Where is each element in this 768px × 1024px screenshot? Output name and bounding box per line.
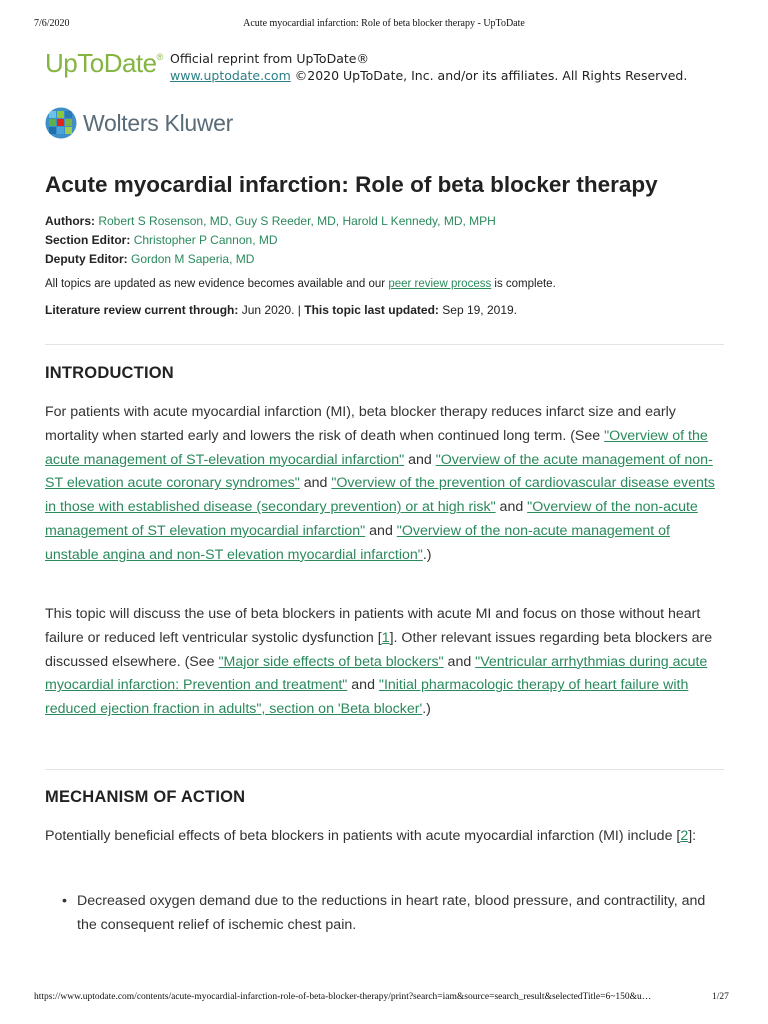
- paragraph-end: .): [422, 546, 432, 563]
- link-heart-failure-therapy[interactable]: "Initial pharmacologic therapy of heart failure with reduced ejection fraction in adults", section on 'Beta blocker': [45, 677, 689, 718]
- link-side-effects-beta-blockers[interactable]: "Major side effects of beta blockers": [218, 653, 444, 670]
- paragraph-end: ]:: [688, 828, 697, 844]
- paragraph-text: Potentially beneficial effects of beta blockers in patients with acute myocardial infarction (MI) include [: [45, 828, 681, 844]
- wolters-kluwer-logo: [45, 106, 233, 140]
- list-item-text: Decreased oxygen demand due to the reductions in heart rate, blood pressure, and contractility, and the consequent relief of ischemic chest pain.: [77, 893, 706, 933]
- link-prevention-cvd-events[interactable]: "Overview of the prevention of cardiovascular disease events in those with established disease (secondary prevention) or at high risk": [45, 475, 715, 516]
- deputy-editor-link[interactable]: Gordon M Saperia, MD: [131, 252, 255, 266]
- authors-row: [45, 212, 496, 231]
- introduction-paragraph-1: [45, 401, 727, 568]
- paragraph-text: For patients with acute myocardial infarction (MI), beta blocker therapy reduces infarct size and early mortality when started early and lowers the risk of death when continued long term. (See: [45, 404, 676, 444]
- publisher-name: Wolters Kluwer: [83, 109, 234, 136]
- section-editor-row: [45, 231, 496, 250]
- introduction-heading: INTRODUCTION: [45, 364, 174, 382]
- wolters-kluwer-globe-icon: [45, 107, 77, 139]
- paragraph-end: .): [422, 701, 431, 718]
- link-non-acute-management-unstable-angina[interactable]: "Overview of the non-acute management of unstable angina and non-ST elevation myocardial infarction": [45, 522, 670, 563]
- section-editor-link[interactable]: Christopher P Cannon, MD: [133, 233, 278, 247]
- bullet-mark: •: [62, 893, 67, 909]
- copyright-text: ©2020 UpToDate, Inc. and/or its affiliates. All Rights Reserved.: [294, 68, 688, 83]
- last-updated-date: Sep 19, 2019.: [442, 303, 517, 317]
- reference-link-2[interactable]: 2: [680, 828, 689, 844]
- copyright-line: [170, 67, 687, 84]
- authors-links[interactable]: Robert S Rosenson, MD, Guy S Reeder, MD, Harold L Kennedy, MD, MPH: [98, 214, 496, 228]
- connector-text: and: [299, 475, 332, 492]
- paragraph-text: ]. Other relevant issues regarding beta blockers are discussed elsewhere. (See: [45, 629, 713, 670]
- print-header: [0, 14, 768, 30]
- link-ventricular-arrhythmias[interactable]: "Ventricular arrhythmias during acute myocardial infarction: Prevention and treatment": [45, 653, 708, 694]
- last-updated-label: This topic last updated:: [304, 303, 439, 317]
- link-non-acute-management-stemi[interactable]: "Overview of the non-acute management of ST elevation myocardial infarction": [45, 499, 698, 539]
- section-editor-label: Section Editor:: [45, 233, 131, 247]
- date-separator: |: [297, 303, 301, 317]
- deputy-editor-label: Deputy Editor:: [45, 252, 128, 266]
- update-note-end: is complete.: [491, 278, 556, 290]
- connector-text: and: [347, 677, 379, 694]
- mechanism-heading: MECHANISM OF ACTION: [45, 788, 246, 806]
- mechanism-paragraph-1: [45, 825, 727, 849]
- lit-review-label: Literature review current through:: [45, 303, 239, 317]
- reprint-line: Official reprint from UpToDate®: [170, 51, 369, 66]
- lit-review-date: Jun 2020.: [241, 303, 295, 317]
- print-date: 7/6/2020: [34, 18, 70, 29]
- uptodate-site-link[interactable]: www.uptodate.com: [170, 68, 291, 83]
- introduction-paragraph-2: [45, 603, 727, 722]
- article-title: Acute myocardial infarction: Role of beta blocker therapy: [45, 172, 658, 197]
- link-acute-management-nste-acs[interactable]: "Overview of the acute management of non-ST elevation acute coronary syndromes": [45, 451, 713, 492]
- connector-text: and: [365, 522, 397, 539]
- reference-link-1[interactable]: 1: [381, 629, 390, 646]
- section-divider: [45, 769, 724, 770]
- update-note-text: All topics are updated as new evidence becomes available and our: [45, 278, 389, 290]
- paragraph-text: This topic will discuss the use of beta blockers in patients with acute MI and focus on those without heart failure or reduced left ventricular systolic dysfunction [: [45, 606, 701, 646]
- logo-text: UpToDate: [45, 48, 157, 78]
- list-item: [62, 890, 722, 938]
- update-note: [45, 278, 556, 290]
- review-dates: [45, 303, 517, 317]
- logo-registered-mark: ®: [156, 52, 163, 62]
- deputy-editor-row: [45, 250, 496, 269]
- page-number: 1/27: [712, 992, 729, 1002]
- article-meta: [45, 212, 496, 269]
- print-page-title: Acute myocardial infarction: Role of beta blocker therapy - UpToDate: [243, 18, 525, 29]
- link-acute-management-stemi[interactable]: "Overview of the acute management of ST-elevation myocardial infarction": [45, 427, 708, 468]
- print-url: https://www.uptodate.com/contents/acute-myocardial-infarction-role-of-beta-blocker-therapy/print?search=iam&source=search_result&selectedTitle=6~150&u…: [34, 992, 652, 1002]
- reprint-notice: [170, 50, 687, 84]
- authors-label: Authors:: [45, 214, 95, 228]
- peer-review-link[interactable]: peer review process: [388, 278, 492, 290]
- uptodate-logo[interactable]: [45, 48, 163, 79]
- connector-text: and: [404, 451, 436, 468]
- connector-text: and: [495, 499, 528, 516]
- section-divider: [45, 344, 724, 345]
- connector-text: and: [443, 653, 476, 670]
